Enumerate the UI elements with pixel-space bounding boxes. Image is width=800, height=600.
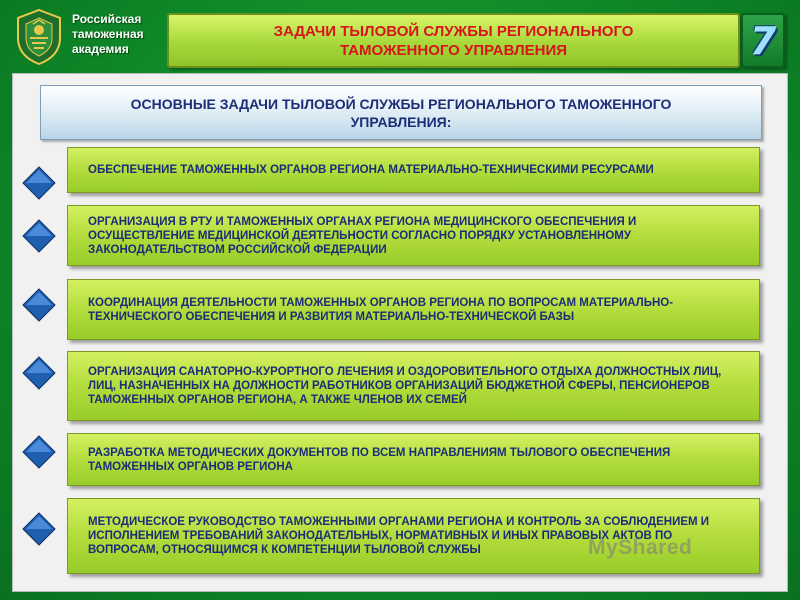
page-number: 7 [749, 18, 777, 63]
task-item [67, 433, 760, 486]
task-text: ОРГАНИЗАЦИЯ САНАТОРНО-КУРОРТНОГО ЛЕЧЕНИЯ И ОЗДОРОВИТЕЛЬНОГО ОТДЫХА ДОЛЖНОСТНЫХ ЛИЦ, ЛИЦ, НАЗНАЧЕННЫХ НА ДОЛЖНОСТИ РАБОТНИКОВ ОРГАНИЗАЦИЙ БЮДЖЕТНОЙ СФЕРЫ, ПЕНСИОНЕРОВ ТАМОЖЕННЫХ ОРГАНОВ РЕГИОНА, А ТАКЖЕ ЧЛЕНОВ ИХ СЕМЕЙ [88, 366, 722, 406]
watermark: MyShared [588, 536, 693, 559]
task-text: ОРГАНИЗАЦИЯ В РТУ И ТАМОЖЕННЫХ ОРГАНАХ РЕГИОНА МЕДИЦИНСКОГО ОБЕСПЕЧЕНИЯ И ОСУЩЕСТВЛЕНИЕ МЕДИЦИНСКОЙ ДЕЯТЕЛЬНОСТИ СОГЛАСНО ПОРЯДКУ УСТАНОВЛЕННОМУ ЗАКОНОДАТЕЛЬСТВОМ РОССИЙСКОЙ ФЕДЕРАЦИИ [88, 215, 637, 256]
task-text: КООРДИНАЦИЯ ДЕЯТЕЛЬНОСТИ ТАМОЖЕННЫХ ОРГАНОВ РЕГИОНА ПО ВОПРОСАМ МАТЕРИАЛЬНО-ТЕХНИЧЕСКОГО ОБЕСПЕЧЕНИЯ И РАЗВИТИЯ МАТЕРИАЛЬНО-ТЕХНИЧЕСКОЙ БАЗЫ [88, 296, 674, 323]
customs-emblem-icon [14, 8, 64, 66]
slide-title: ЗАДАЧИ ТЫЛОВОЙ СЛУЖБЫ РЕГИОНАЛЬНОГО ТАМОЖЕННОГО УПРАВЛЕНИЯ [273, 22, 634, 59]
task-text: МЕТОДИЧЕСКОЕ РУКОВОДСТВО ТАМОЖЕННЫМИ ОРГАНАМИ РЕГИОНА И КОНТРОЛЬ ЗА СОБЛЮДЕНИЕМ И ИСПОЛНЕНИЕМ ТРЕБОВАНИЙ ЗАКОНОДАТЕЛЬНЫХ, НОРМАТИВНЫХ И ИНЫХ ПРАВОВЫХ АКТОВ ПО ВОПРОСАМ, ОТНОСЯЩИМСЯ К КОМПЕТЕНЦИИ ТЫЛОВОЙ СЛУЖБЫ [88, 516, 710, 556]
blue-diamond-icon [22, 435, 56, 469]
blue-diamond-icon [22, 219, 56, 253]
task-item [67, 351, 760, 421]
task-text: РАЗРАБОТКА МЕТОДИЧЕСКИХ ДОКУМЕНТОВ ПО ВСЕМ НАПРАВЛЕНИЯМ ТЫЛОВОГО ОБЕСПЕЧЕНИЯ ТАМОЖЕННЫХ ОРГАНОВ РЕГИОНА [88, 446, 671, 473]
subtitle: ОСНОВНЫЕ ЗАДАЧИ ТЫЛОВОЙ СЛУЖБЫ РЕГИОНАЛЬНОГО ТАМОЖЕННОГО УПРАВЛЕНИЯ: [130, 95, 672, 130]
task-text: ОБЕСПЕЧЕНИЕ ТАМОЖЕННЫХ ОРГАНОВ РЕГИОНА МАТЕРИАЛЬНО-ТЕХНИЧЕСКИМИ РЕСУРСАМИ [88, 164, 654, 176]
page-number-badge [741, 13, 785, 68]
task-item [67, 279, 760, 340]
blue-diamond-icon [22, 512, 56, 546]
slide-title-bar [167, 13, 740, 68]
academy-name: Российская таможенная академия [72, 12, 144, 56]
blue-diamond-icon [22, 166, 56, 200]
task-item [67, 205, 760, 266]
task-item [67, 147, 760, 193]
blue-diamond-icon [22, 288, 56, 322]
subtitle-box [40, 85, 762, 140]
blue-diamond-icon [22, 356, 56, 390]
